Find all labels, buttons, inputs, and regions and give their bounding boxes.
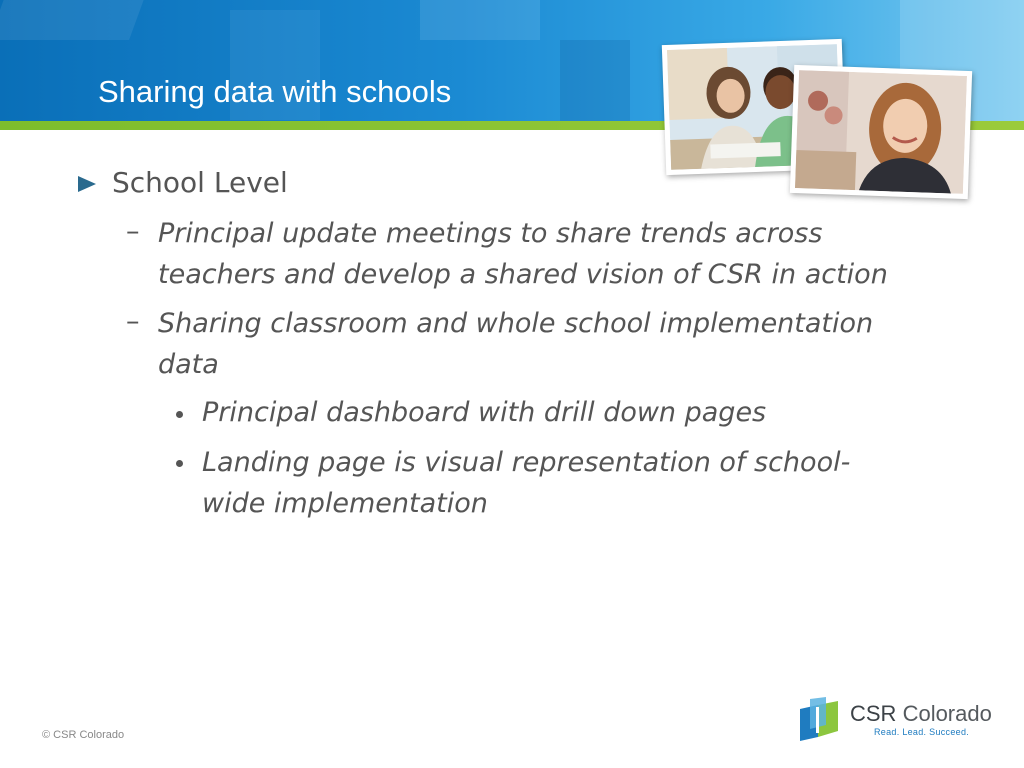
girl-photo-image xyxy=(795,70,967,194)
arrow-bullet-icon xyxy=(78,176,96,192)
bullet-line: data xyxy=(158,349,219,380)
bullet-line: Landing page is visual representation of school- xyxy=(202,447,851,478)
bullet-principal-meetings xyxy=(158,213,918,295)
csr-colorado-logo xyxy=(796,697,996,743)
decor-shape xyxy=(560,40,630,124)
girl-photo xyxy=(790,65,972,199)
bullet-line: Sharing classroom and whole school implementation xyxy=(158,308,874,339)
dash-bullet: – xyxy=(126,306,140,337)
bullet-sharing-data xyxy=(158,303,918,385)
bullet-line: Principal dashboard with drill down pages xyxy=(202,397,767,428)
dot-bullet-icon xyxy=(176,411,183,418)
csr-logo-icon xyxy=(796,697,842,743)
decor-shape xyxy=(0,0,151,40)
bullet-line: wide implementation xyxy=(202,488,488,519)
bullet-landing-page xyxy=(202,442,922,524)
bullet-school-level: School Level xyxy=(112,166,288,199)
decor-shape xyxy=(420,0,540,40)
logo-wordmark-rest: Colorado xyxy=(896,701,992,726)
copyright-text: © CSR Colorado xyxy=(42,729,125,741)
dot-bullet-icon xyxy=(176,460,183,467)
bullet-line: Principal update meetings to share trends across xyxy=(158,218,823,249)
bullet-principal-dashboard xyxy=(202,392,922,433)
bullet-line: teachers and develop a shared vision of CSR in action xyxy=(158,259,888,290)
logo-tagline: Read. Lead. Succeed. xyxy=(874,727,970,737)
logo-wordmark-bold: CSR xyxy=(850,701,897,726)
dash-bullet: – xyxy=(126,216,140,247)
logo-wordmark xyxy=(850,701,992,727)
slide-title: Sharing data with schools xyxy=(98,74,452,109)
